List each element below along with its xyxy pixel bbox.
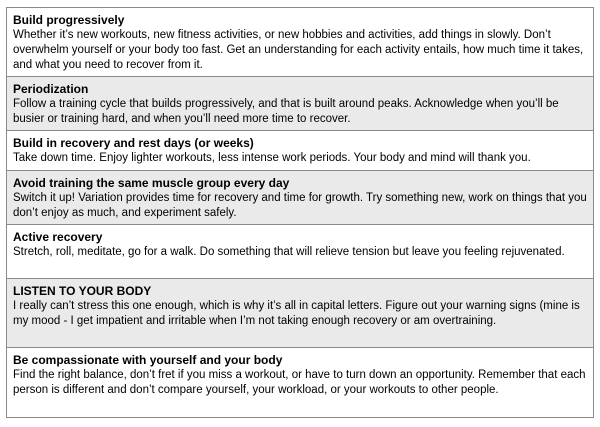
tip-row-be-compassionate (7, 348, 593, 417)
tip-body: Whether it’s new workouts, new fitness activities, or new hobbies and activities, add things in slowly. Don’t overwhelm yourself or your body too fast. Get an understanding for each activity entails, how much time it takes, and what you need to recover from it. (13, 29, 584, 71)
tip-body: I really can’t stress this one enough, which is why it’s all in capital letters. Figure out your warning signs (mine is my mood - I get impatient and irritable when I’m not taking enough recovery or am overtraining. (13, 300, 580, 327)
tip-row-active-recovery (7, 225, 593, 279)
tip-row-periodization (7, 77, 593, 131)
tip-title: Avoid training the same muscle group every day (13, 176, 290, 190)
tip-body: Stretch, roll, meditate, go for a walk. Do something that will relieve tension but leave you feeling rejuvenated. (13, 246, 565, 258)
tip-body: Follow a training cycle that builds progressively, and that is built around peaks. Acknowledge when you’ll be busier or training hard, and when you’ll need more time to recover. (13, 98, 559, 125)
tip-title: Build in recovery and rest days (or weeks) (13, 136, 254, 150)
tip-title: Periodization (13, 82, 89, 96)
tips-table (6, 7, 594, 418)
tip-row-build-progressively (7, 8, 593, 77)
tip-body: Find the right balance, don’t fret if you miss a workout, or have to turn down an opportunity. Remember that each person is different and don’t compare yourself, your workload, or your workouts to other people. (13, 369, 586, 396)
tip-row-listen-to-your-body (7, 279, 593, 348)
tip-row-recovery-rest-days (7, 131, 593, 171)
tip-body: Take down time. Enjoy lighter workouts, less intense work periods. Your body and mind will thank you. (13, 152, 531, 164)
tip-row-avoid-same-muscle-group (7, 171, 593, 225)
tip-title: LISTEN TO YOUR BODY (13, 284, 152, 298)
tip-title: Be compassionate with yourself and your body (13, 353, 283, 367)
tip-title: Active recovery (13, 230, 103, 244)
tip-body: Switch it up! Variation provides time for recovery and time for growth. Try something new, work on things that you don’t enjoy as much, and experiment safely. (13, 192, 587, 219)
tip-title: Build progressively (13, 13, 125, 27)
